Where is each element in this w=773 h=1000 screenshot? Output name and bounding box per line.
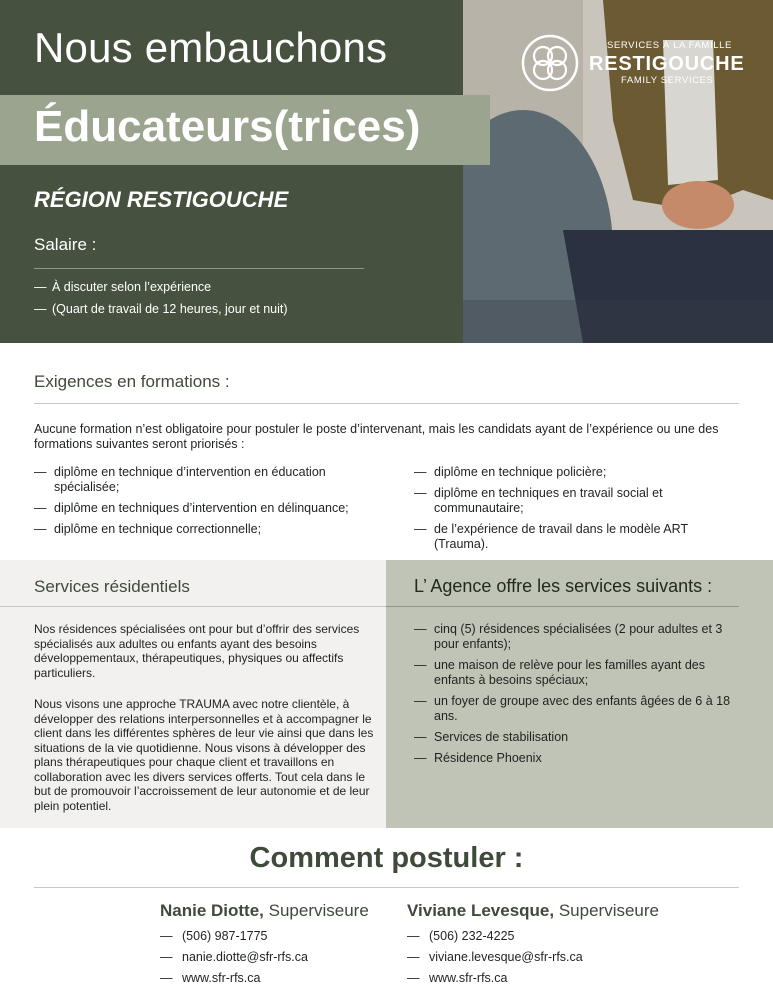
contact-name: Nanie Diotte, — [160, 901, 264, 920]
hero-banner — [0, 0, 773, 343]
list-item: — cinq (5) résidences spécialisées (2 pour adultes et 3 pour enfants); — [414, 622, 734, 652]
hiring-kicker: Nous embauchons — [34, 24, 388, 71]
requirements-list-left — [34, 465, 374, 543]
salary-list — [34, 280, 288, 324]
list-item: — Résidence Phoenix — [414, 751, 734, 766]
residential-paragraph: Nous visons une approche TRAUMA avec notre clientèle, à développer des relations interpersonnelles et à accompagner le client dans les différentes sphères de leur vie ainsi que dans les situations de la vie quotidienne. Nous visons à développer des plans thérapeutiques pour chaque client et travaillons en collaboration avec les divers services offerts. Tout cela dans le but de promouvoir l’accroissement de leur autonomie et de leur plein potentiel. — [34, 697, 374, 813]
agency-services-list — [414, 622, 734, 772]
list-item — [34, 302, 288, 316]
divider — [34, 887, 739, 888]
clover-circle-logo-icon — [521, 34, 579, 92]
list-item: — diplôme en technique d’intervention en éducation spécialisée; — [34, 465, 374, 495]
website-link[interactable]: — www.sfr-rfs.ca — [160, 971, 420, 986]
salary-item-text: À discuter selon l’expérience — [52, 280, 212, 294]
salary-item-text: (Quart de travail de 12 heures, jour et nuit) — [52, 302, 288, 316]
contact-name-line — [160, 901, 420, 921]
logo-name: RESTIGOUCHE — [589, 53, 745, 75]
contact-details — [407, 929, 667, 986]
contact-role: Superviseure — [554, 901, 659, 920]
dash-icon: — — [34, 302, 47, 316]
residential-paragraph: Nos résidences spécialisées ont pour but d’offrir des services spécialisés aux adultes ou enfants ayant des besoins développementaux, thérapeutiques, physiques ou affectifs particuliers. — [34, 622, 360, 680]
list-item — [34, 280, 288, 294]
divider — [34, 403, 739, 404]
organization-logo — [521, 34, 751, 90]
list-item: — diplôme en techniques d’intervention en délinquance; — [34, 501, 374, 516]
logo-small-text: SERVICES À LA FAMILLE — [607, 40, 732, 51]
list-item: — Services de stabilisation — [414, 730, 734, 745]
residential-heading: Services résidentiels — [34, 577, 190, 596]
list-item: — diplôme en technique policière; — [414, 465, 734, 480]
website-link[interactable]: — www.sfr-rfs.ca — [407, 971, 667, 986]
requirements-list-right — [414, 465, 734, 558]
apply-heading: Comment postuler : — [249, 842, 524, 874]
salary-label: Salaire : — [34, 235, 97, 254]
list-item: — diplôme en techniques en travail social et communautaire; — [414, 486, 734, 516]
logo-tagline: FAMILY SERVICES — [621, 75, 714, 86]
region-label: RÉGION RESTIGOUCHE — [34, 187, 289, 212]
list-item: — diplôme en technique correctionnelle; — [34, 522, 374, 537]
email-link[interactable]: — viviane.levesque@sfr-rfs.ca — [407, 950, 667, 965]
requirements-intro: Aucune formation n’est obligatoire pour postuler le poste d’intervenant, mais les candidats ayant de l’expérience ou une des formations suivantes seront priorisés : — [34, 422, 719, 451]
phone-link[interactable]: — (506) 232-4225 — [407, 929, 667, 944]
divider — [0, 606, 386, 607]
requirements-heading: Exigences en formations : — [34, 372, 230, 391]
contact-details — [160, 929, 420, 986]
list-item: — un foyer de groupe avec des enfants âgées de 6 à 18 ans. — [414, 694, 734, 724]
list-item: — une maison de relève pour les familles ayant des enfants à besoins spéciaux; — [414, 658, 734, 688]
divider — [34, 268, 364, 269]
divider — [386, 606, 739, 607]
contact-name-line — [407, 901, 667, 921]
email-link[interactable]: — nanie.diotte@sfr-rfs.ca — [160, 950, 420, 965]
contact-card — [160, 901, 420, 992]
contact-name: Viviane Levesque, — [407, 901, 555, 920]
agency-heading: L’ Agence offre les services suivants : — [414, 576, 713, 596]
contact-card — [407, 901, 667, 992]
dash-icon: — — [34, 280, 47, 294]
phone-link[interactable]: — (506) 987-1775 — [160, 929, 420, 944]
list-item: — de l’expérience de travail dans le modèle ART (Trauma). — [414, 522, 734, 552]
contact-role: Superviseure — [263, 901, 369, 920]
job-title: Éducateurs(trices) — [34, 102, 421, 151]
